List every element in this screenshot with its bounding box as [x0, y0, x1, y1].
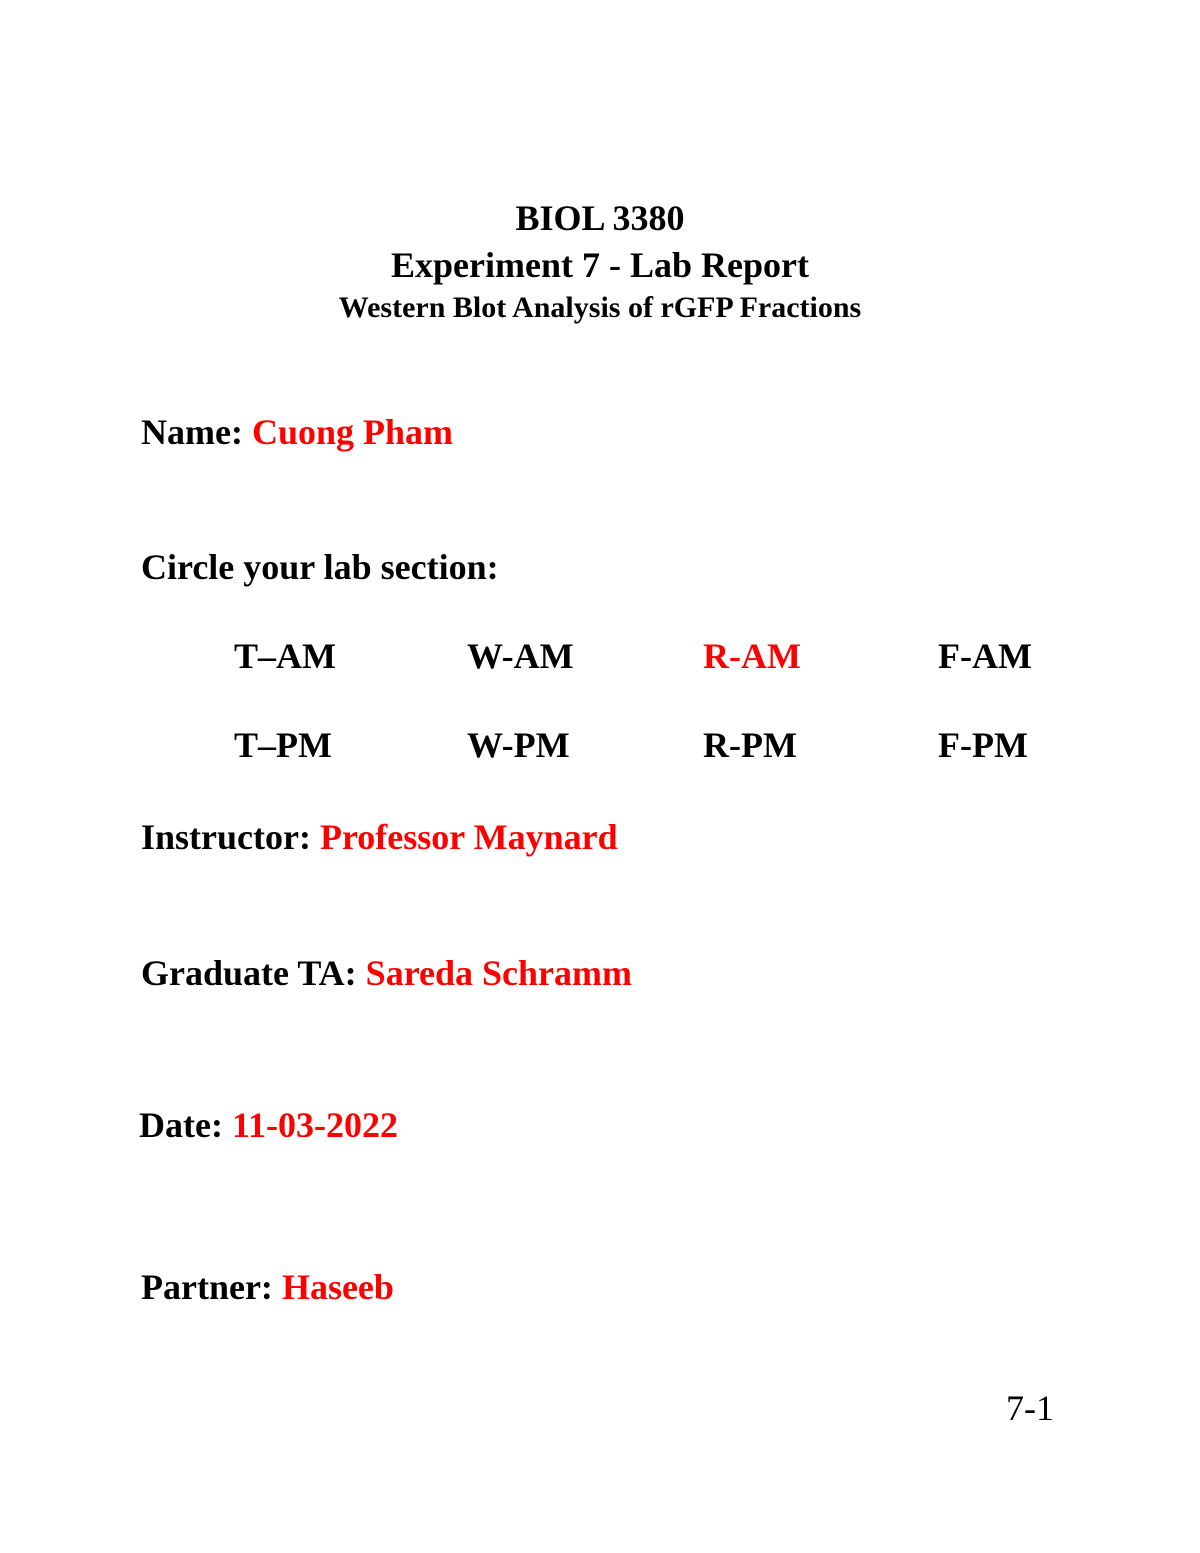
- experiment-title: Experiment 7 - Lab Report: [391, 245, 809, 285]
- section-option: F-PM: [938, 725, 1028, 765]
- instructor-label: Instructor:: [141, 817, 311, 857]
- name-label: Name:: [141, 412, 243, 452]
- partner-label: Partner:: [141, 1267, 273, 1307]
- section-option-selected: R-AM: [703, 636, 801, 676]
- section-option: F-AM: [938, 636, 1032, 676]
- name-field: [141, 410, 453, 454]
- date-label: Date:: [139, 1105, 223, 1145]
- date-value: 11-03-2022: [231, 1105, 398, 1145]
- course-title: BIOL 3380: [515, 198, 685, 238]
- partner-value: Haseeb: [281, 1267, 394, 1307]
- report-subtitle: Western Blot Analysis of rGFP Fractions: [338, 291, 862, 324]
- graduate-ta-value: Sareda Schramm: [365, 953, 632, 993]
- partner-field: [141, 1265, 394, 1309]
- date-field: [139, 1103, 398, 1147]
- section-option: T–AM: [234, 636, 336, 676]
- instructor-field: [141, 815, 618, 859]
- section-option: W-PM: [467, 725, 570, 765]
- graduate-ta-label: Graduate TA:: [141, 953, 357, 993]
- name-value: Cuong Pham: [251, 412, 453, 452]
- graduate-ta-field: [141, 951, 632, 995]
- lab-section-prompt: Circle your lab section:: [141, 547, 499, 587]
- page-number: 7-1: [1006, 1388, 1054, 1428]
- section-option: R-PM: [703, 725, 797, 765]
- section-option: W-AM: [467, 636, 574, 676]
- section-option: T–PM: [234, 725, 332, 765]
- instructor-value: Professor Maynard: [319, 817, 618, 857]
